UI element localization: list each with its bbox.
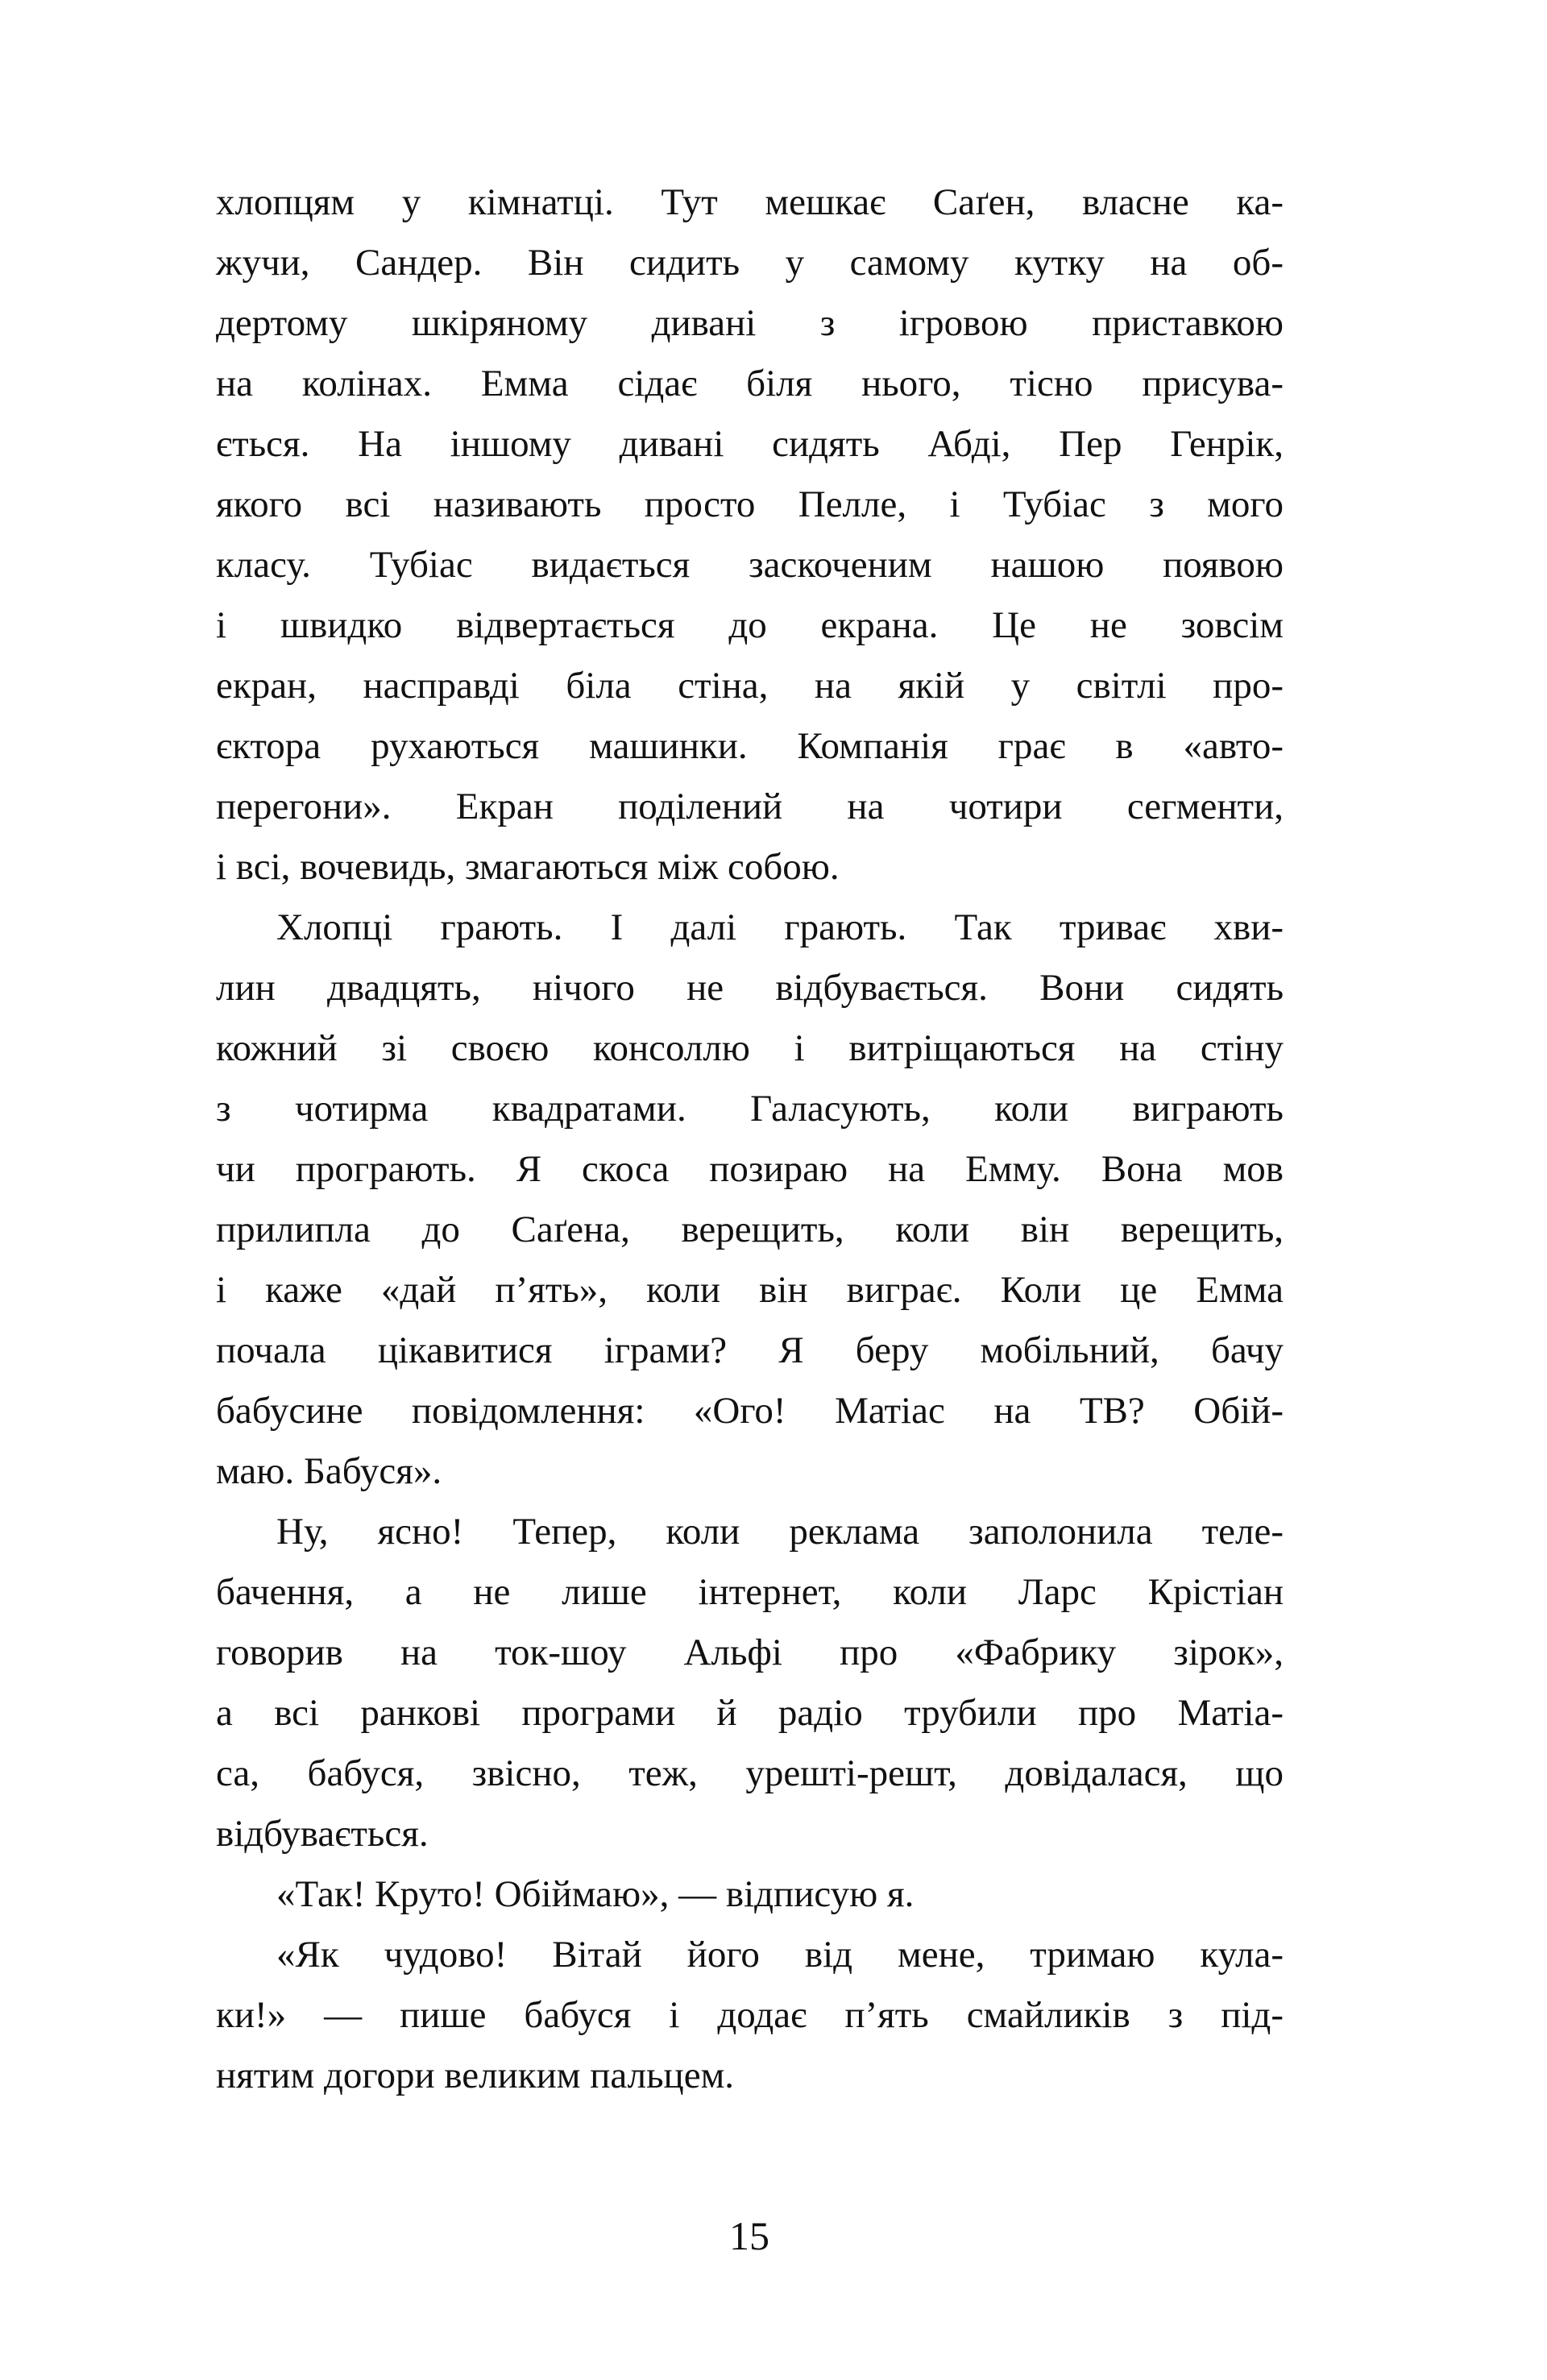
text-line: дертому шкіряному дивані з ігровою приставкою	[216, 302, 1284, 344]
paragraph	[216, 1502, 1284, 1864]
text-line: кожний зі своєю консоллю і витріщаються на стіну	[216, 1027, 1284, 1069]
paragraph	[216, 898, 1284, 1502]
text-line: лин двадцять, нічого не відбувається. Вони сидять	[216, 967, 1284, 1009]
text-line: класу. Тубіас видається заскоченим нашою появою	[216, 544, 1284, 586]
paragraph	[216, 172, 1284, 898]
paragraph	[216, 1864, 1284, 1925]
text-line: і каже «дай п’ять», коли він виграє. Коли це Емма	[216, 1269, 1284, 1311]
text-line: говорив на ток-шоу Альфі про «Фабрику зірок»,	[216, 1632, 1284, 1673]
text-line: са, бабуся, звісно, теж, урешті-решт, довідалася, що	[216, 1752, 1284, 1794]
text-line: ється. На іншому дивані сидять Абді, Пер Генрік,	[216, 423, 1284, 465]
text-line: перегони». Екран поділений на чотири сегменти,	[216, 786, 1284, 827]
text-line: якого всі називають просто Пелле, і Тубіас з мого	[216, 483, 1284, 525]
text-line: маю. Бабуся».	[216, 1450, 442, 1492]
paragraph	[216, 1925, 1284, 2106]
text-line: «Як чудово! Вітай його від мене, тримаю кула-	[276, 1934, 1284, 1976]
text-line: нятим догори великим пальцем.	[216, 2055, 735, 2096]
text-line: бачення, а не лише інтернет, коли Ларс Крістіан	[216, 1571, 1284, 1613]
text-line: чи програють. Я скоса позираю на Емму. Вона мов	[216, 1148, 1284, 1190]
text-line: а всі ранкові програми й радіо трубили про Матіа-	[216, 1692, 1284, 1734]
text-line: відбувається.	[216, 1813, 429, 1855]
text-line: хлопцям у кімнатці. Тут мешкає Саґен, власне ка-	[216, 181, 1284, 223]
text-line: ки!» — пише бабуся і додає п’ять смайликів з під-	[216, 1994, 1284, 2036]
text-line: єктора рухаються машинки. Компанія грає в «авто-	[216, 725, 1284, 767]
text-line: Ну, ясно! Тепер, коли реклама заполонила теле-	[276, 1511, 1284, 1553]
text-line: екран, насправді біла стіна, на якій у світлі про-	[216, 665, 1284, 707]
page-number: 15	[729, 2213, 769, 2258]
text-line: почала цікавитися іграми? Я беру мобільний, бачу	[216, 1329, 1284, 1371]
text-line: з чотирма квадратами. Галасують, коли виграють	[216, 1088, 1284, 1130]
text-line: бабусине повідомлення: «Ого! Матіас на ТВ? Обій-	[216, 1390, 1284, 1432]
body-text	[216, 172, 1284, 2106]
text-line: Хлопці грають. І далі грають. Так триває хви-	[276, 906, 1284, 948]
text-line: жучи, Сандер. Він сидить у самому кутку на об-	[216, 242, 1284, 284]
text-line: «Так! Круто! Обіймаю», — відписую я.	[276, 1873, 915, 1915]
text-line: на колінах. Емма сідає біля нього, тісно присува-	[216, 363, 1284, 404]
text-line: і швидко відвертається до екрана. Це не зовсім	[216, 604, 1284, 646]
text-line: прилипла до Саґена, верещить, коли він верещить,	[216, 1209, 1284, 1250]
text-line: і всі, вочевидь, змагаються між собою.	[216, 846, 840, 888]
